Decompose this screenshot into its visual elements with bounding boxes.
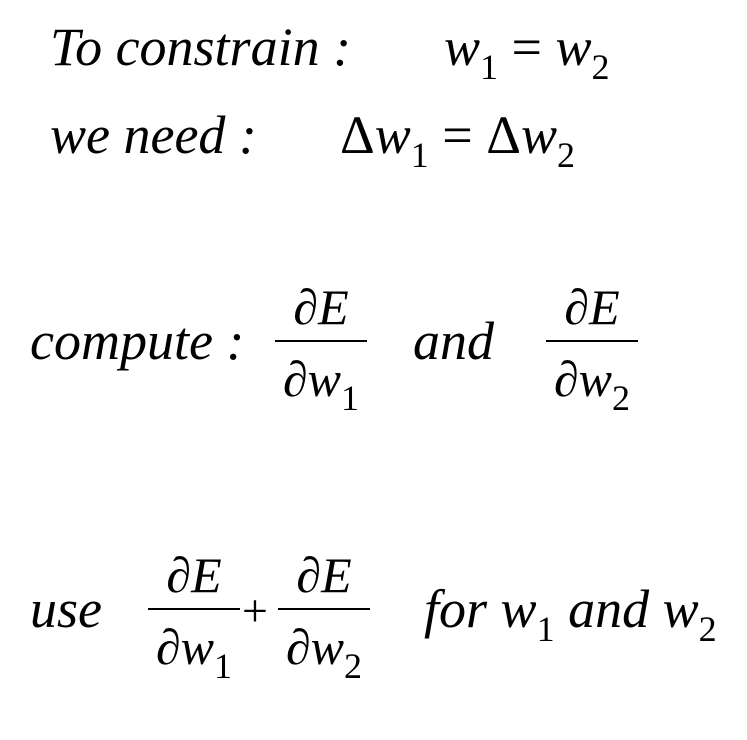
- fraction-numerator: ∂E: [166, 547, 222, 603]
- fraction-bar: [275, 340, 367, 342]
- fraction-numerator: ∂E: [564, 279, 620, 335]
- w1-var: w: [444, 17, 481, 77]
- w1-var: w: [500, 579, 537, 639]
- w2-var: w: [662, 579, 699, 639]
- fraction-bar: [546, 340, 638, 342]
- and-connector: and: [413, 311, 494, 371]
- use-label: use: [30, 579, 102, 639]
- need-equation: [340, 105, 575, 175]
- need-label: we need :: [50, 105, 257, 165]
- constraint-equation: [444, 17, 610, 87]
- w1-var: w: [374, 105, 411, 165]
- fraction-denominator: $\partial w_2$: [285, 619, 363, 686]
- fraction-bar: [278, 608, 370, 610]
- plus-sign: +: [242, 585, 268, 636]
- w2-subscript: 2: [557, 135, 575, 175]
- for-w1-and-w2: [424, 579, 717, 649]
- delta-symbol: Δ: [340, 105, 375, 165]
- w2-var: w: [520, 105, 557, 165]
- equals-sign: =: [442, 105, 473, 165]
- w1-subscript: 1: [536, 609, 555, 649]
- for-word: for: [424, 579, 488, 639]
- w2-subscript: 2: [591, 47, 610, 87]
- w1-subscript: 1: [410, 135, 429, 175]
- fraction-denominator: $\partial w_1$: [282, 351, 360, 418]
- fraction-numerator: ∂E: [293, 279, 349, 335]
- delta-symbol: Δ: [486, 105, 521, 165]
- equals-sign: =: [511, 17, 542, 77]
- w2-var: w: [555, 17, 592, 77]
- w2-subscript: 2: [698, 609, 717, 649]
- fraction-denominator: $\partial w_1$: [155, 619, 233, 686]
- fraction-numerator: ∂E: [296, 547, 352, 603]
- fraction-denominator: $\partial w_2$: [553, 351, 631, 418]
- and-word: and: [568, 579, 650, 639]
- constraint-label: To constrain :: [50, 17, 352, 77]
- compute-label: compute :: [30, 311, 245, 371]
- fraction-bar: [148, 608, 240, 610]
- w1-subscript: 1: [480, 47, 499, 87]
